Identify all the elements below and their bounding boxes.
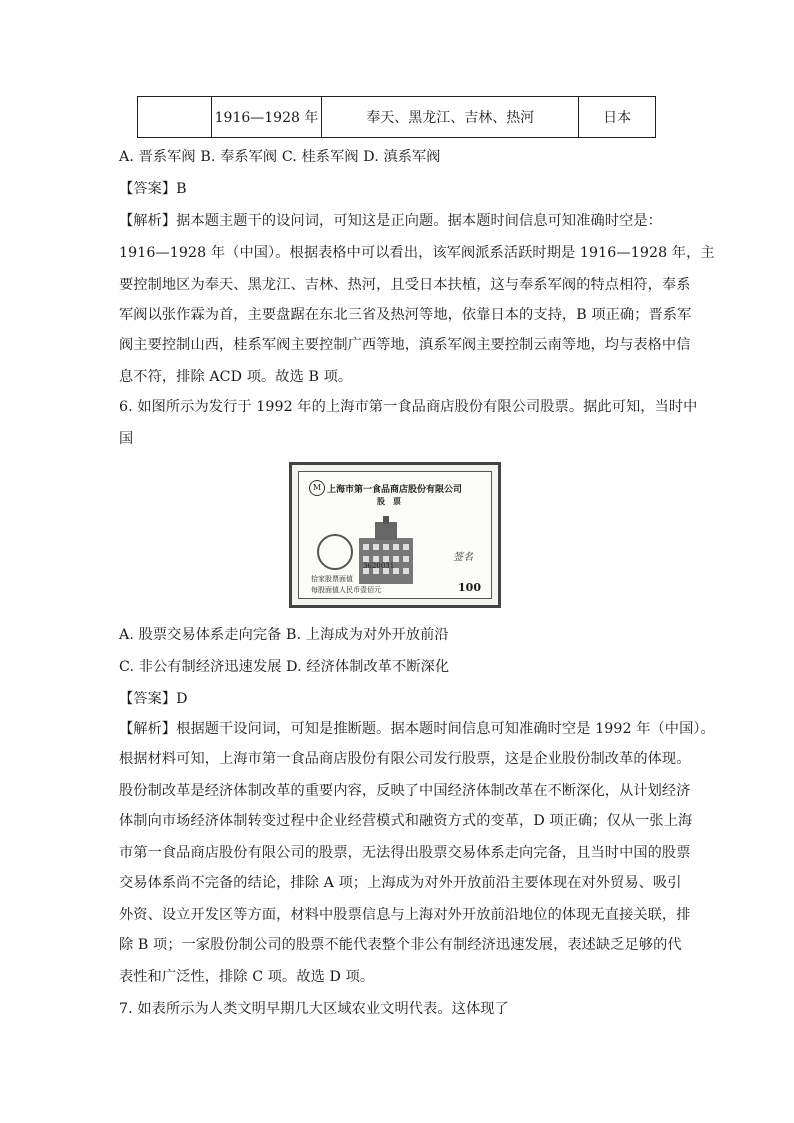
q6-options-line-1: A. 股票交易体系走向完备 B. 上海成为对外开放前沿: [119, 627, 449, 643]
q5-explanation-line-1: 【解析】据本题主题干的设问词，可知这是正向题。据本题时间信息可知准确时空是：: [119, 213, 662, 229]
table-cell-supporter: 日本: [603, 110, 632, 126]
building-icon: [351, 516, 421, 586]
q6-answer: 【答案】D: [119, 691, 188, 707]
q6-explanation-line-6: 交易体系尚不完备的结论，排除 A 项；上海成为对外开放前沿主要体现在对外贸易、吸引: [119, 875, 682, 891]
stock-label: 股 票: [377, 496, 401, 506]
q6-options-line-2: C. 非公有制经济迅速发展 D. 经济体制改革不断深化: [119, 659, 450, 675]
info-table: [137, 96, 656, 138]
q5-answer: 【答案】B: [119, 181, 187, 197]
stock-footer-line-1: 拾家股票面值: [311, 575, 353, 583]
q5-explanation-line-6: 息不符，排除 ACD 项。故选 B 项。: [119, 369, 353, 385]
q6-stem-line-1: 6. 如图所示为发行于 1992 年的上海市第一食品商店股份有限公司股票。据此可知，当时中: [119, 399, 698, 415]
q7-stem: 7. 如表所示为人类文明早期几大区域农业文明代表。这体现了: [119, 1001, 509, 1017]
table-cell-empty: [138, 97, 212, 137]
q6-explanation-line-7: 外资、设立开发区等方面，材料中股票信息与上海对外开放前沿地位的体现无直接关联，排: [119, 907, 691, 923]
q5-explanation-line-5: 阀主要控制山西，桂系军阀主要控制广西等地，滇系军阀主要控制云南等地，均与表格中信: [119, 337, 691, 353]
stock-company-name: 上海市第一食品商店股份有限公司: [327, 485, 463, 495]
q6-stem-line-2: 国: [119, 431, 134, 447]
q5-explanation-line-4: 军阀以张作霖为首，主要盘踞在东北三省及热河等地，依靠日本的支持，B 项正确；晋系军: [119, 307, 692, 323]
stock-serial-number: 3620031: [363, 562, 395, 570]
table-cell-period: 1916—1928 年: [212, 97, 323, 137]
stock-signature: 签名: [453, 552, 473, 563]
q6-explanation-line-1: 【解析】根据题干设问词，可知是推断题。据本题时间信息可知准确时空是 1992 年（中国）。: [119, 721, 715, 737]
stock-footer-line-2: 每股面值人民币壹佰元: [311, 586, 381, 594]
stock-amount: 100: [458, 581, 481, 594]
q5-explanation-line-2: 1916—1928 年（中国）。根据表格中可以看出，该军阀派系活跃时期是 1916—1928 年，主: [119, 245, 715, 261]
q5-options: A. 晋系军阀 B. 奉系军阀 C. 桂系军阀 D. 滇系军阀: [119, 149, 441, 165]
q6-explanation-line-9: 表性和广泛性，排除 C 项。故选 D 项。: [119, 969, 375, 985]
q6-explanation-line-8: 除 B 项；一家股份制公司的股票不能代表整个非公有制经济迅速发展，表述缺乏足够的代: [119, 937, 682, 953]
table-cell-regions: 奉天、黑龙江、吉林、热河: [322, 97, 579, 137]
q6-explanation-line-2: 根据材料可知，上海市第一食品商店股份有限公司发行股票，这是企业股份制改革的体现。: [119, 751, 691, 767]
seal-icon: [317, 534, 353, 570]
q6-explanation-line-3: 股份制改革是经济体制改革的重要内容，反映了中国经济体制改革在不断深化，从计划经济: [119, 783, 691, 799]
q5-explanation-line-3: 要控制地区为奉天、黑龙江、吉林、热河，且受日本扶植，这与奉系军阀的特点相符，奉系: [119, 277, 691, 293]
stock-certificate-frame: [298, 471, 492, 599]
q6-explanation-line-4: 体制向市场经济体制转变过程中企业经营模式和融资方式的变革，D 项正确；仅从一张上海: [119, 813, 693, 829]
stock-certificate-image: [289, 462, 501, 608]
q6-explanation-line-5: 市第一食品商店股份有限公司的股票，无法得出股票交易体系走向完备，且当时中国的股票: [119, 845, 691, 861]
company-logo-icon: M: [309, 480, 325, 496]
